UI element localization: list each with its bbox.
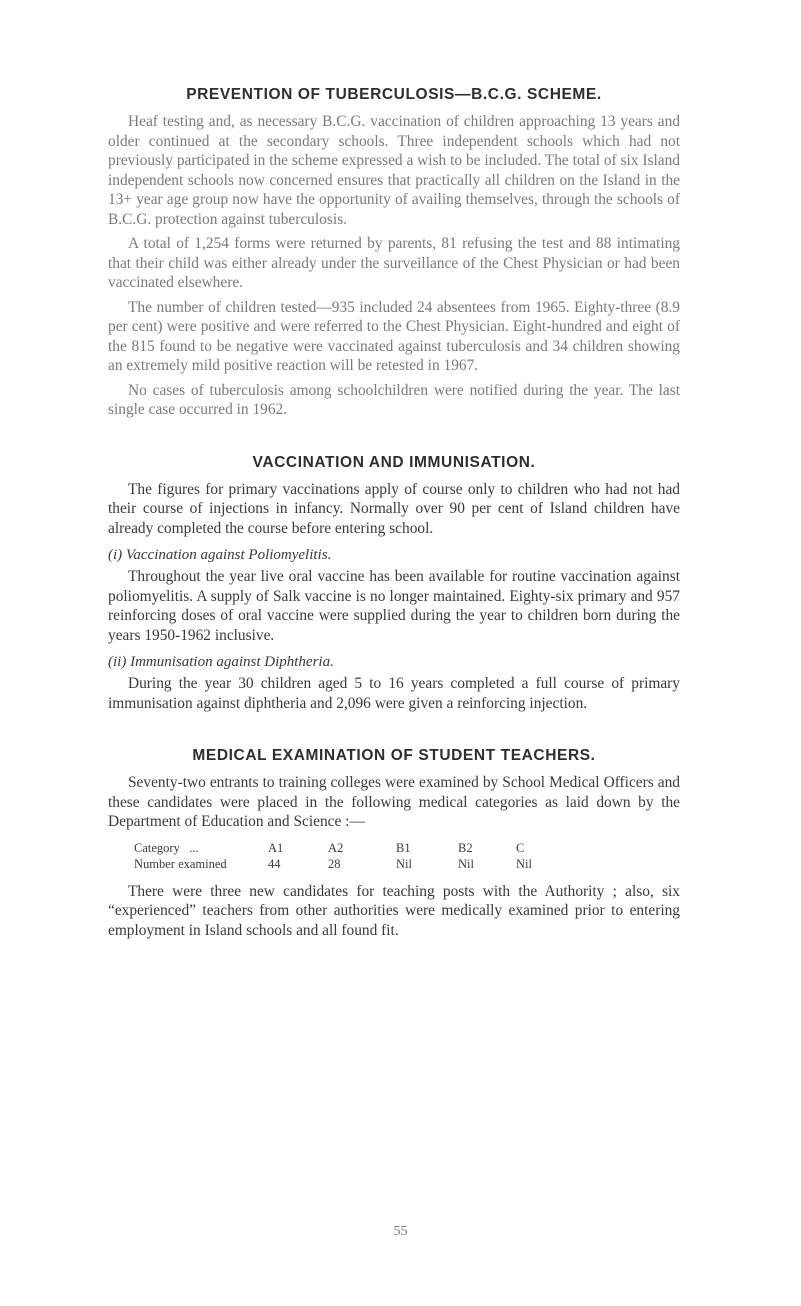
table-row-label: [134, 841, 268, 857]
tb-paragraph-3: The number of children tested—935 included 24 absentees from 1965. Eighty-three (8.9 per cent) were positive and were referred to the Chest Physician. Eight-hundred and eight of the 815 found to be negative were vaccinated against tuberculosis and 34 children showing an extremely mild positive reaction will be retested in 1967.: [108, 298, 680, 374]
table-cell: Nil: [458, 856, 474, 871]
medical-section-heading: MEDICAL EXAMINATION OF STUDENT TEACHERS.: [192, 747, 596, 764]
table-cell: 28: [328, 856, 341, 871]
table-cell: B2: [458, 840, 473, 855]
table-row: [134, 841, 532, 857]
table-row: [134, 857, 532, 873]
table-cell: A2: [328, 840, 344, 855]
vaccination-section-heading: VACCINATION AND IMMUNISATION.: [252, 453, 536, 471]
polio-subheading-number: (i): [108, 547, 123, 563]
document-page: [108, 86, 680, 945]
tb-paragraph-2: A total of 1,254 forms were returned by parents, 81 refusing the test and 88 intimating that their child was either already under the surveillance of the Chest Physician or had been vaccinated elsewhere.: [108, 235, 680, 291]
table-cell: Nil: [396, 856, 412, 871]
medical-section: [108, 747, 680, 940]
polio-subheading-title: Vaccination against Poliomyelitis.: [125, 547, 332, 563]
category-table: [134, 841, 532, 873]
diphtheria-subheading-number: (ii): [108, 654, 127, 670]
table-cell: 44: [268, 856, 281, 871]
polio-subheading: [108, 546, 680, 565]
medical-paragraph-2: There were three new candidates for teaching posts with the Authority ; also, six “experienced” teachers from other authorities were medically examined prior to entering employment in Island schools and all found fit.: [108, 882, 680, 939]
vaccination-section: [108, 454, 680, 714]
vaccination-paragraph-1: The figures for primary vaccinations apply of course only to children who had not had their course of injections in infancy. Normally over 90 per cent of Island children have already completed the course before entering school.: [108, 480, 680, 537]
table-cell: Nil: [516, 856, 532, 871]
table-cell: C: [516, 840, 525, 855]
medical-paragraph-1: Seventy-two entrants to training colleges were examined by School Medical Officers and these candidates were placed in the following medical categories as laid down by the Department of Education and Science :—: [108, 774, 680, 830]
diphtheria-subheading: [108, 653, 680, 672]
category-dots: ...: [189, 840, 199, 855]
tb-paragraph-4: No cases of tuberculosis among schoolchildren were notified during the year. The last single case occurred in 1962.: [108, 381, 680, 418]
diphtheria-subheading-title: Immunisation against Diphtheria.: [130, 654, 334, 670]
tb-section-heading: PREVENTION OF TUBERCULOSIS—B.C.G. SCHEME.: [186, 86, 602, 103]
page-number: 55: [393, 1224, 408, 1239]
polio-paragraph: Throughout the year live oral vaccine has been available for routine vaccination against poliomyelitis. A supply of Salk vaccine is no longer maintained. Eighty-six primary and 957 reinforcing doses of oral vaccine were supplied during the year to children born during the years 1950-1962 inclusive.: [108, 568, 680, 644]
number-examined-label: Number examined: [134, 856, 227, 871]
table-cell: A1: [268, 840, 284, 855]
table-cell: B1: [396, 840, 411, 855]
category-label: Category: [134, 840, 180, 855]
diphtheria-paragraph: During the year 30 children aged 5 to 16 years completed a full course of primary immunisation against diphtheria and 2,096 were given a reinforcing injection.: [108, 675, 680, 712]
tb-paragraph-1: Heaf testing and, as necessary B.C.G. vaccination of children approaching 13 years and older continued at the secondary schools. Three independent schools which had not previously participated in the scheme expressed a wish to be included. The total of six Island independent schools now concerned ensures that practically all children on the Island in the 13+ year age group now have the opportunity of availing themselves, through the schools of B.C.G. protection against tuberculosis.: [108, 113, 680, 228]
